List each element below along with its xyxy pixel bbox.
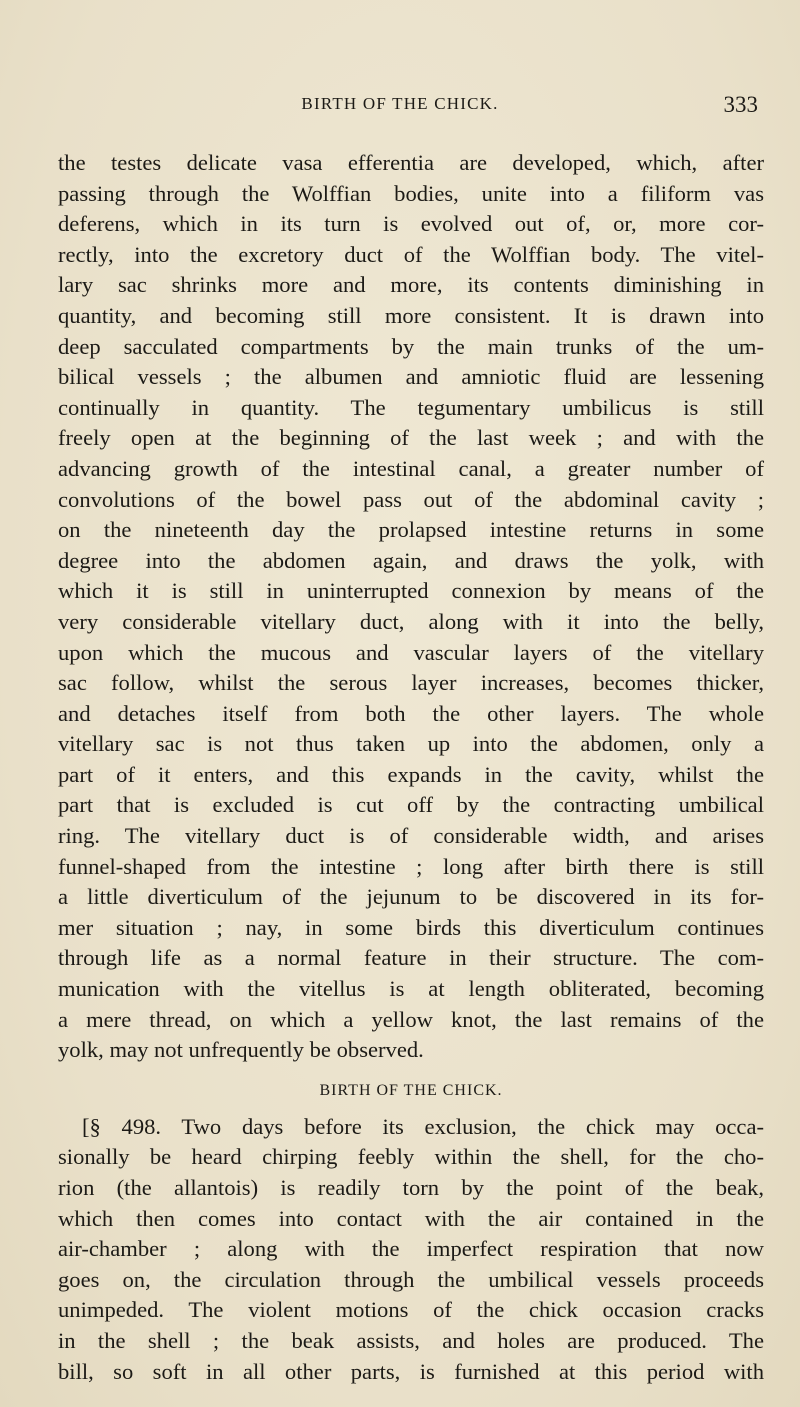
text-line: advancing growth of the intestinal canal, a greater number of [58,455,764,481]
text-line: unimpeded. The violent motions of the chick occasion cracks [58,1297,764,1323]
paragraph-2 [58,1112,764,1387]
paragraph-1 [58,148,764,1066]
text-line: through life as a normal feature in their structure. The com- [58,945,764,971]
text-line: continually in quantity. The tegumentary umbilicus is still [58,394,764,420]
text-line: a mere thread, on which a yellow knot, the last remains of the [58,1006,764,1032]
text-line: vitellary sac is not thus taken up into the abdomen, only a [58,731,764,757]
text-line: quantity, and becoming still more consistent. It is drawn into [58,302,764,328]
section-heading: BIRTH OF THE CHICK. [319,1081,503,1099]
text-line: degree into the abdomen again, and draws the yolk, with [58,547,764,573]
text-line: funnel-shaped from the intestine ; long after birth there is still [58,853,764,879]
text-line: deep sacculated compartments by the main trunks of the um- [58,333,764,359]
text-line: passing through the Wolffian bodies, unite into a filiform vas [58,180,764,206]
page-number: 333 [723,92,758,117]
text-line: freely open at the beginning of the last week ; and with the [58,425,764,451]
text-line: a little diverticulum of the jejunum to be discovered in its for- [58,884,764,910]
text-line: convolutions of the bowel pass out of the abdominal cavity ; [58,486,764,512]
text-line: which it is still in uninterrupted connexion by means of the [58,578,764,604]
text-line: part of it enters, and this expands in the cavity, whilst the [58,761,764,787]
page-header [0,92,800,122]
text-line: lary sac shrinks more and more, its contents diminishing in [58,272,764,298]
text-line: which then comes into contact with the air contained in the [58,1205,764,1231]
running-head: BIRTH OF THE CHICK. [301,94,499,113]
text-line: mer situation ; nay, in some birds this diverticulum continues [58,914,764,940]
text-line: sac follow, whilst the serous layer increases, becomes thicker, [58,670,764,696]
text-line: part that is excluded is cut off by the contracting umbilical [58,792,764,818]
text-line: [§ 498. Two days before its exclusion, the chick may occa- [82,1113,764,1139]
body-text [58,148,764,1387]
text-line: bilical vessels ; the albumen and amniotic fluid are lessening [58,364,764,390]
text-line: on the nineteenth day the prolapsed intestine returns in some [58,517,764,543]
text-line: upon which the mucous and vascular layers of the vitellary [58,639,764,665]
text-line: very considerable vitellary duct, along with it into the belly, [58,608,764,634]
text-line: deferens, which in its turn is evolved out of, or, more cor- [58,211,764,237]
text-line: in the shell ; the beak assists, and holes are produced. The [58,1327,764,1353]
text-line: sionally be heard chirping feebly within the shell, for the cho- [58,1144,764,1170]
text-line: yolk, may not unfrequently be observed. [58,1037,424,1063]
text-line: munication with the vitellus is at length obliterated, becoming [58,976,764,1002]
text-line: bill, so soft in all other parts, is furnished at this period with [58,1358,764,1384]
text-line: ring. The vitellary duct is of considerable width, and arises [58,823,764,849]
text-line: air-chamber ; along with the imperfect respiration that now [58,1236,764,1262]
text-line: goes on, the circulation through the umbilical vessels proceeds [58,1266,764,1292]
text-line: and detaches itself from both the other layers. The whole [58,700,764,726]
text-line: rectly, into the excretory duct of the Wolffian body. The vitel- [58,241,764,267]
text-line: the testes delicate vasa efferentia are developed, which, after [58,150,764,175]
text-line: rion (the allantois) is readily torn by the point of the beak, [58,1175,764,1200]
